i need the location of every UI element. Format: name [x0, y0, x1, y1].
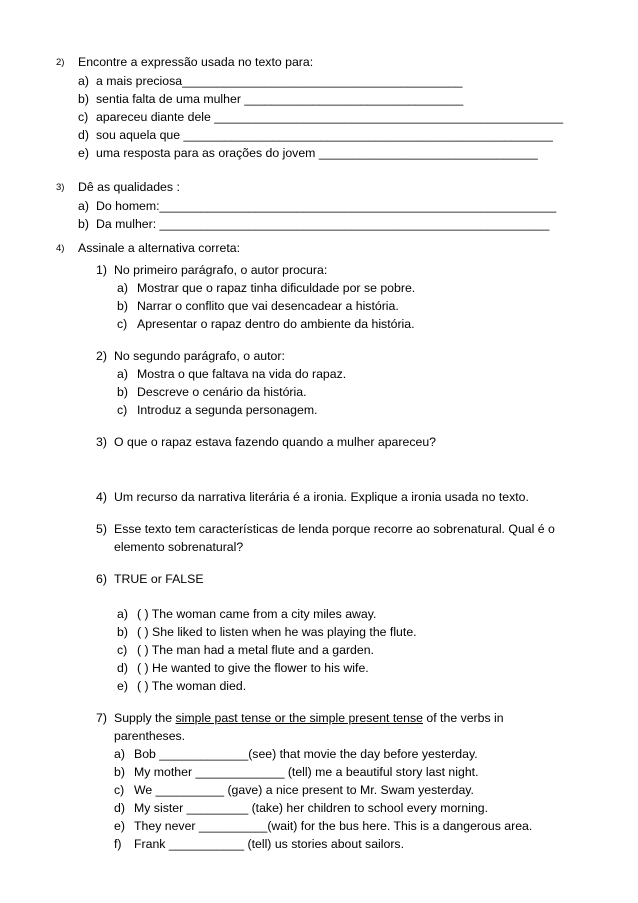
subquestion-1: 1) No primeiro parágrafo, o autor procura: — [96, 263, 328, 277]
question-4-number: 4) — [56, 243, 65, 254]
list-item: b) Da mulher: _________________________________________________________ — [78, 217, 550, 231]
list-item: e) They never __________(wait) for the bus here. This is a dangerous area. — [114, 819, 533, 833]
question-3-number: 3) — [56, 182, 65, 193]
subquestion-7-continued: parentheses. — [114, 729, 186, 743]
list-item: a) Mostrar que o rapaz tinha dificuldade por se pobre. — [117, 281, 416, 295]
subquestion-7: 7) Supply the simple past tense or the simple present tense of the verbs in — [96, 711, 504, 725]
list-item: d) ( ) He wanted to give the flower to his wife. — [117, 661, 369, 675]
subquestion-2: 2) No segundo parágrafo, o autor: — [96, 349, 285, 363]
question-4-title: Assinale a alternativa correta: — [78, 241, 240, 255]
list-item: e) ( ) The woman died. — [117, 679, 247, 693]
list-item: a) Do homem:__________________________________________________________ — [78, 199, 557, 213]
list-item: b) Narrar o conflito que vai desencadear a história. — [117, 299, 399, 313]
list-item: d) sou aquela que ______________________________________________________ — [78, 128, 553, 142]
list-item: c) We __________ (gave) a nice present to Mr. Swam yesterday. — [114, 783, 474, 797]
question-2-title: Encontre a expressão usada no texto para: — [78, 55, 314, 69]
subquestion-6: 6) TRUE or FALSE — [96, 572, 204, 586]
list-item: c) Apresentar o rapaz dentro do ambiente da história. — [117, 317, 415, 331]
subquestion-5-continued: elemento sobrenatural? — [114, 540, 244, 554]
list-item: b) My mother _____________ (tell) me a beautiful story last night. — [114, 765, 479, 779]
list-item: a) ( ) The woman came from a city miles away. — [117, 607, 377, 621]
list-item: c) apareceu diante dele ___________________________________________________ — [78, 110, 564, 124]
list-item: f) Frank ___________ (tell) us stories about sailors. — [114, 837, 404, 851]
list-item: c) ( ) The man had a metal flute and a garden. — [117, 643, 374, 657]
question-2-number: 2) — [56, 57, 65, 68]
list-item: b) ( ) She liked to listen when he was playing the flute. — [117, 625, 417, 639]
list-item: a) Bob _____________(see) that movie the day before yesterday. — [114, 747, 478, 761]
subquestion-4: 4) Um recurso da narrativa literária é a ironia. Explique a ironia usada no texto. — [96, 490, 529, 504]
list-item: c) Introduz a segunda personagem. — [117, 403, 318, 417]
list-item: b) Descreve o cenário da história. — [117, 385, 307, 399]
list-item: e) uma resposta para as orações do jovem ________________________________ — [78, 146, 538, 160]
list-item: a) a mais preciosa_________________________________________ — [78, 74, 463, 88]
question-3-title: Dê as qualidades : — [78, 180, 180, 194]
list-item: d) My sister _________ (take) her children to school every morning. — [114, 801, 489, 815]
list-item: a) Mostra o que faltava na vida do rapaz. — [117, 367, 347, 381]
subquestion-3: 3) O que o rapaz estava fazendo quando a mulher apareceu? — [96, 435, 436, 449]
subquestion-5: 5) Esse texto tem características de lenda porque recorre ao sobrenatural. Qual é o — [96, 522, 555, 536]
list-item: b) sentia falta de uma mulher ________________________________ — [78, 92, 464, 106]
